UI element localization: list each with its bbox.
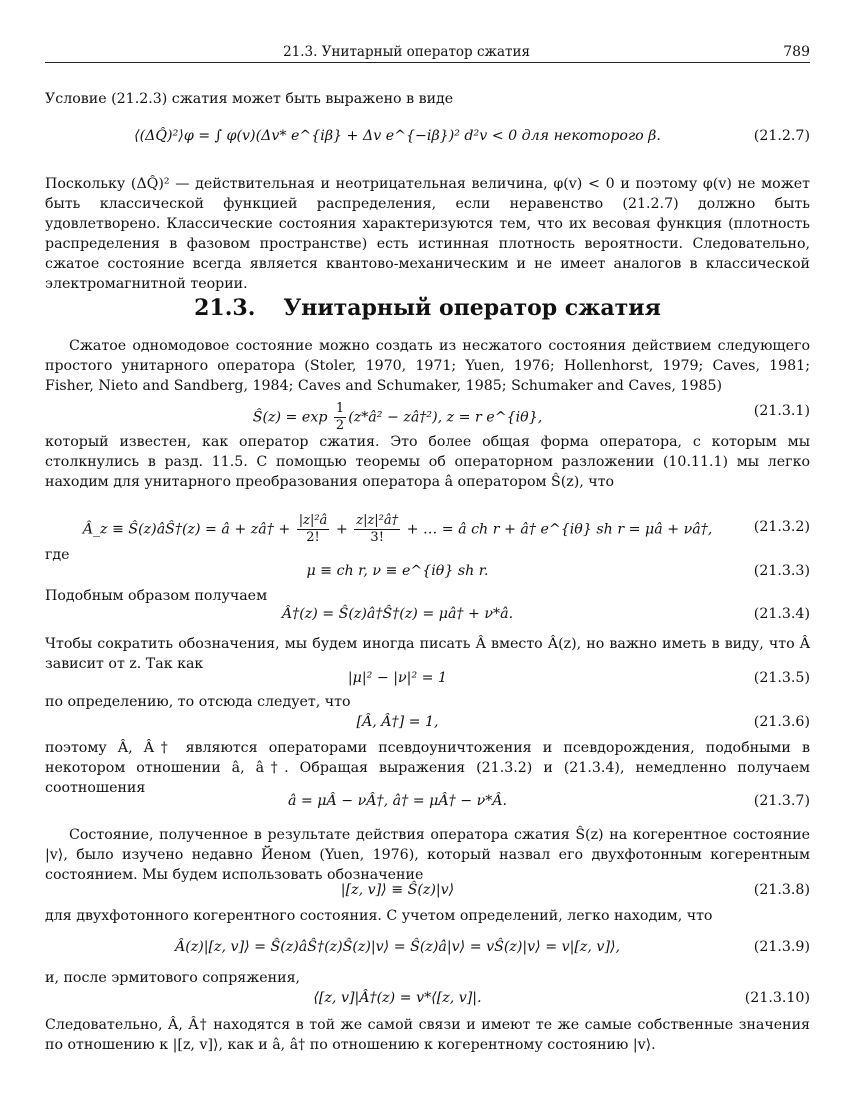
equation-body: [Â, Â†] = 1, <box>356 714 439 730</box>
paragraph-for-two-photon: для двухфотонного когерентного состояния. С учетом определений, легко находим, что <box>45 908 713 924</box>
fraction-1 <box>297 513 330 546</box>
equation-21-3-6 <box>45 712 810 736</box>
fraction-2 <box>354 513 400 546</box>
equation-body: ⟨[z, v]|Â†(z) = v*⟨[z, v]|. <box>313 990 482 1006</box>
equation-21-3-7 <box>45 791 810 815</box>
fraction-denominator: 3! <box>370 530 384 545</box>
fraction-numerator: 1 <box>335 401 345 416</box>
paragraph-hermitian: и, после эрмитового сопряжения, <box>45 970 301 986</box>
equation-body: Â†(z) = Ŝ(z)â†Ŝ†(z) = μâ† + ν*â. <box>281 606 514 622</box>
equation-21-3-5 <box>45 668 810 692</box>
equation-number: (21.3.1) <box>753 403 810 419</box>
paragraph-by-definition: по определению, то отсюда следует, что <box>45 694 351 710</box>
equation-body <box>45 513 750 546</box>
equation-number: (21.3.9) <box>753 939 810 955</box>
equation-number: (21.3.10) <box>744 990 810 1006</box>
paragraph-single-mode: Сжатое одномодовое состояние можно создать из несжатого состояния действием следующего простого унитарного оператора (Stoler, 1970, 1971; Yuen, 1976; Hollenhorst, 1979; Caves, 1981; Fisher, Nieto and Sandberg, 1984; Caves and Schumaker, 1985; Schumaker and Caves, 1985) <box>45 338 810 394</box>
equation-body: μ ≡ ch r, ν ≡ e^{iθ} sh r. <box>306 563 489 579</box>
fraction-denominator: 2! <box>306 530 320 545</box>
paragraph-pseudo: поэтому Â, Â† являются операторами псевдоуничтожения и псевдорождения, подобными в некотором отношении â, â†. Обращая выражения (21.3.2) и (21.3.4), немедленно получаем соотношения <box>45 740 810 796</box>
paragraph-classical: Поскольку (ΔQ̂)² — действительная и неотрицательная величина, φ(v) < 0 и поэтому φ(v) не может быть классической функцией распределения, если неравенство (21.2.7) должно быть удовлетворено. Классические состояния характеризуются тем, что их весовая функция (плотность распределения в фазовом пространстве) есть истинная плотность вероятности. Следовательно, сжатое состояние всегда является квантово-механическим и не имеет аналогов в классической электромагнитной теории. <box>45 176 810 292</box>
equation-21-3-2 <box>45 505 810 545</box>
eq-part-b: + … = â ch r + â† e^{iθ} sh r = μâ + νâ†, <box>406 521 713 538</box>
header-rule <box>45 62 810 63</box>
equation-21-3-1 <box>45 401 810 433</box>
page-number: 789 <box>783 44 810 60</box>
equation-21-3-8 <box>45 880 810 904</box>
paragraph-two-photon: Состояние, полученное в результате действия оператора сжатия Ŝ(z) на когерентное состояние |v⟩, было изучено недавно Йеном (Yuen, 1976), который назвал его двухфотонным когерентным состоянием. Мы будем использовать обозначение <box>45 827 810 883</box>
header-section-title: 21.3. Унитарный оператор сжатия <box>283 44 530 60</box>
equation-21-3-10 <box>45 988 810 1012</box>
equation-number: (21.3.2) <box>753 519 810 535</box>
paragraph-shorthand: Чтобы сократить обозначения, мы будем иногда писать Â вместо Â(z), но важно иметь в виду, что Â зависит от z. Так как <box>45 636 810 672</box>
equation-body: ⟨(ΔQ̂)²⟩φ = ∫ φ(v)(Δv* e^{iβ} + Δv e^{−iβ})² d²v < 0 для некоторого β. <box>134 128 661 144</box>
equation-body: |[z, v]⟩ ≡ Ŝ(z)|v⟩ <box>340 882 455 898</box>
page <box>45 0 810 1100</box>
equation-21-3-9 <box>45 937 810 961</box>
equation-number: (21.3.4) <box>753 606 810 622</box>
paragraph-where: где <box>45 547 70 563</box>
paragraph-intro: Условие (21.2.3) сжатия может быть выражено в виде <box>45 91 454 107</box>
equation-body: Â(z)|[z, v]⟩ = Ŝ(z)âŜ†(z)Ŝ(z)|v⟩ = Ŝ(z)â|v⟩ = vŜ(z)|v⟩ = v|[z, v]⟩, <box>174 939 621 955</box>
eq-part-a: Â_z ≡ Ŝ(z)âŜ†(z) = â + zâ† + <box>82 521 291 538</box>
equation-21-3-4 <box>45 604 810 628</box>
equation-number: (21.3.8) <box>753 882 810 898</box>
section-heading <box>45 295 810 321</box>
equation-number: (21.3.5) <box>753 670 810 686</box>
equation-number: (21.2.7) <box>753 128 810 144</box>
eq-left: Ŝ(z) = exp <box>252 409 332 426</box>
paragraph-known-as: который известен, как оператор сжатия. Это более общая форма оператора, с которым мы столкнулись в разд. 11.5. С помощью теоремы об операторном разложении (10.11.1) мы легко находим для унитарного преобразования оператора â оператором Ŝ(z), что <box>45 434 810 490</box>
equation-body <box>45 401 750 434</box>
running-header <box>45 40 810 62</box>
paragraph-similar: Подобным образом получаем <box>45 588 268 604</box>
fraction-denominator: 2 <box>335 418 345 433</box>
equation-21-3-3 <box>45 561 810 585</box>
equation-number: (21.3.7) <box>753 793 810 809</box>
equation-body: |μ|² − |ν|² = 1 <box>347 670 448 686</box>
section-number: 21.3. <box>194 295 256 321</box>
eq-plus: + <box>335 521 348 538</box>
fraction-half <box>334 401 346 434</box>
equation-21-2-7 <box>45 126 810 150</box>
equation-number: (21.3.3) <box>753 563 810 579</box>
equation-number: (21.3.6) <box>753 714 810 730</box>
eq-right: (z*â² − zâ†²), z = r e^{iθ}, <box>348 409 543 426</box>
fraction-numerator: |z|²â <box>298 513 328 528</box>
paragraph-conclusion: Следовательно, Â, Â† находятся в той же самой связи и имеют те же самые собственные значения по отношению к |[z, v]⟩, как и â, â† по отношению к когерентному состоянию |v⟩. <box>45 1017 810 1053</box>
equation-body: â = μÂ − νÂ†, â† = μÂ† − ν*Â. <box>287 793 508 809</box>
fraction-numerator: z|z|²â† <box>356 513 399 528</box>
section-title: Унитарный оператор сжатия <box>283 295 661 321</box>
